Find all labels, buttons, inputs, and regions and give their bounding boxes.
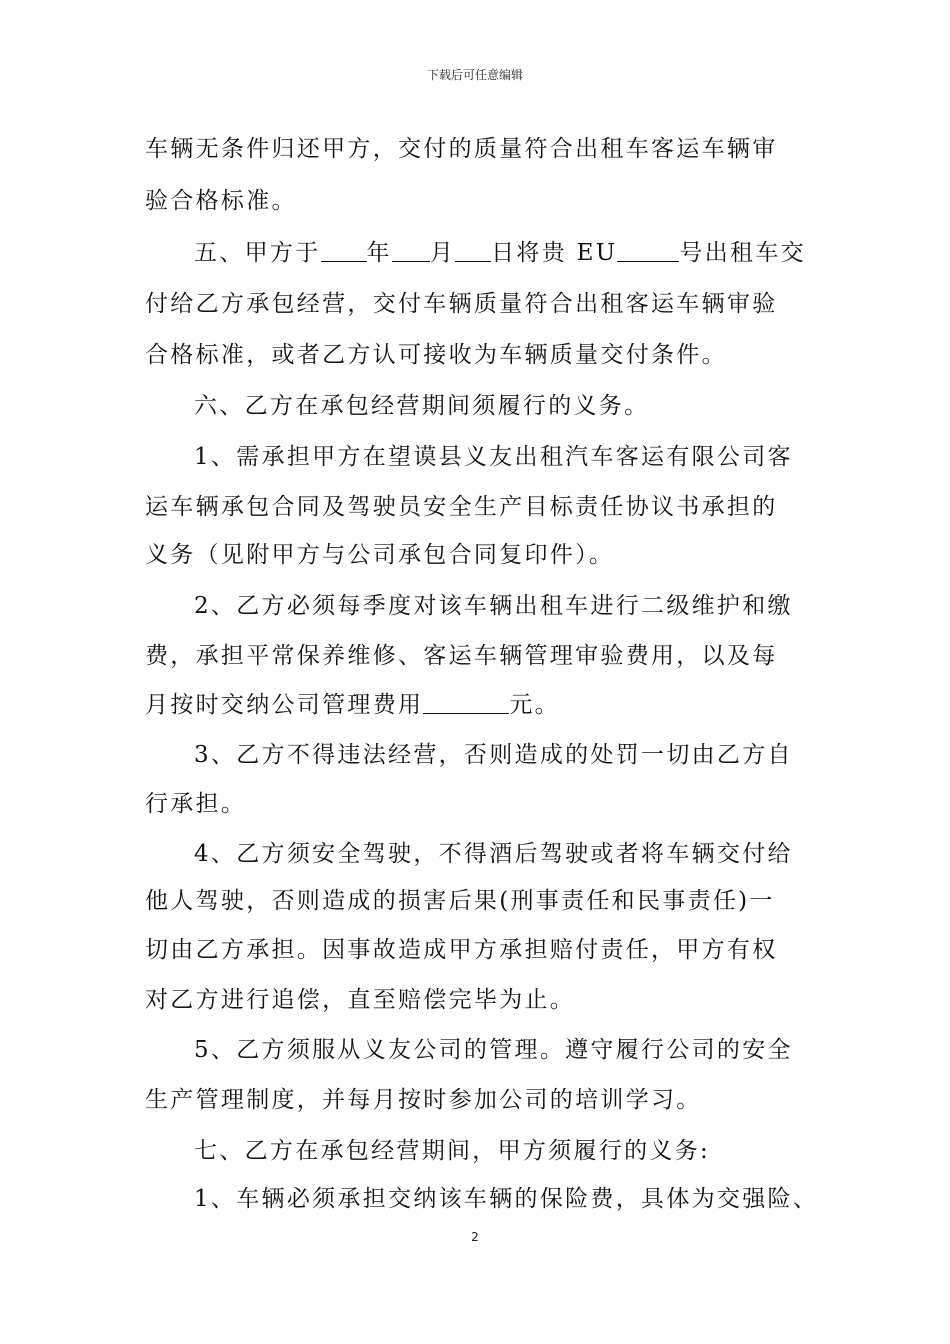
section-heading: 七、乙方在承包经营期间，甲方须履行的义务: [194,1138,711,1164]
text-fragment: 月按时交纳公司管理费用 [145,692,424,718]
text-line: 生产管理制度，并每月按时参加公司的培训学习。 [145,1087,702,1113]
page-header: 下载后可任意编辑 [426,68,523,82]
text-line: 4、乙方须安全驾驶，不得酒后驾驶或者将车辆交付给 [194,841,793,867]
text-line: 1、需承担甲方在望谟县义友出租汽车客运有限公司客 [194,444,793,470]
page-number: 2 [471,1230,479,1244]
text-line: 验合格标准。 [145,188,297,214]
blank-year [321,241,367,262]
text-fragment: 日将贵 EU [491,240,618,266]
text-line: 付给乙方承包经营，交付车辆质量符合出租客运车辆审验 [145,291,778,317]
text-fragment: 元。 [509,692,560,718]
text-line: 5、乙方须服从义友公司的管理。遵守履行公司的安全 [194,1037,793,1063]
blank-day [455,241,491,262]
text-line: 切由乙方承担。因事故造成甲方承担赔付责任，甲方有权 [145,937,778,963]
text-fragment: 五、甲方于 [194,240,321,266]
text-line: 费，承担平常保养维修、客运车辆管理审验费用，以及每 [145,643,778,669]
blank-plate-number [617,241,679,262]
text-line: 3、乙方不得违法经营，否则造成的处罚一切由乙方自 [194,742,793,768]
text-line: 1、车辆必须承担交纳该车辆的保险费，具体为交强险、 [194,1186,819,1212]
text-fragment: 年 [366,240,392,266]
blank-management-fee [423,693,509,714]
text-line: 他人驾驶，否则造成的损害后果(刑事责任和民事责任)一 [145,888,775,914]
text-line: 运车辆承包合同及驾驶员安全生产目标责任协议书承担的 [145,494,778,520]
text-line: 行承担。 [145,791,247,817]
section-heading: 六、乙方在承包经营期间须履行的义务。 [194,393,650,419]
text-fragment: 号出租车交 [679,240,806,266]
text-fragment: 月 [429,240,456,266]
text-line-with-blank [145,690,560,720]
text-line-with-blanks [194,238,806,268]
text-line: 车辆无条件归还甲方，交付的质量符合出租车客运车辆审 [145,136,778,162]
text-line: 义务（见附甲方与公司承包合同复印件）。 [145,542,615,568]
blank-month [392,241,430,262]
text-line: 合格标准，或者乙方认可接收为车辆质量交付条件。 [145,342,727,368]
text-line: 2、乙方必须每季度对该车辆出租车进行二级维护和缴 [194,593,793,619]
text-line: 对乙方进行追偿，直至赔偿完毕为止。 [145,987,576,1013]
